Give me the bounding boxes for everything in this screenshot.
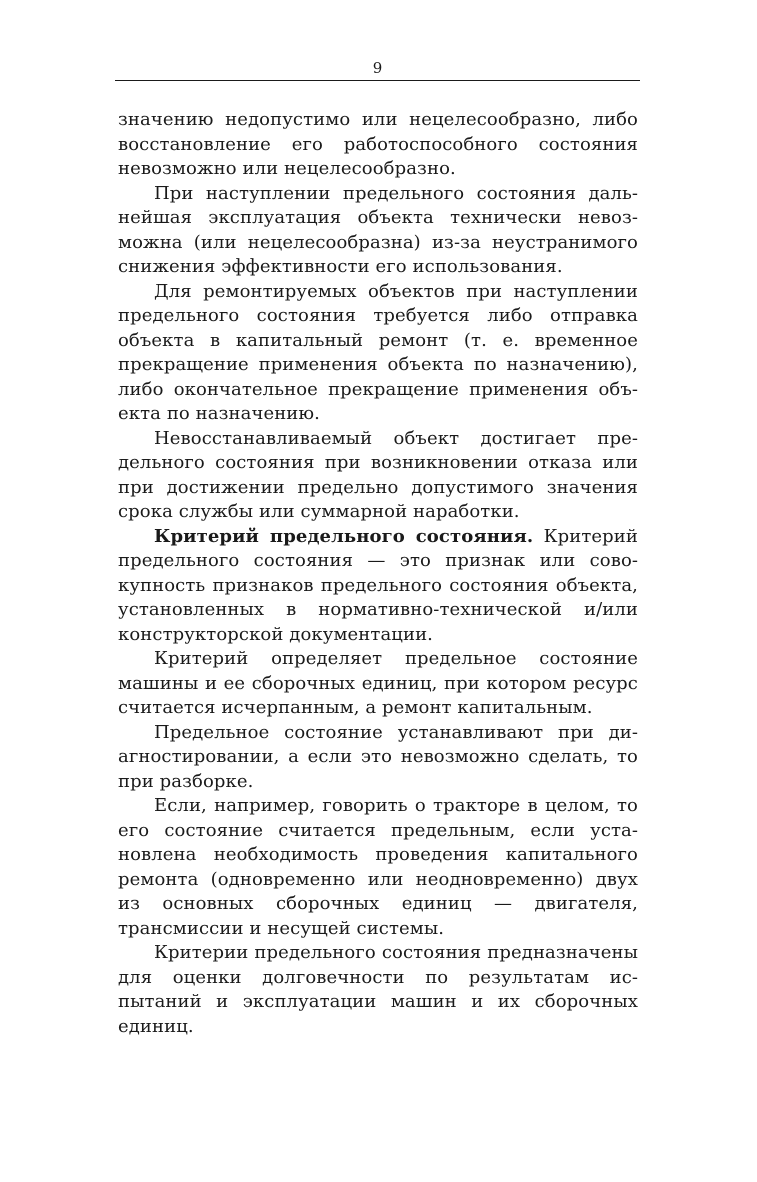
paragraph-text: Предельное состояние устанавливают при диагностировании, а если это невозможно сделать, то при разборке. xyxy=(118,721,638,792)
page-header xyxy=(115,58,640,82)
paragraph xyxy=(118,794,638,941)
paragraph-text: Критерии предельного состояния предназначены для оценки долговечности по результатам испытаний и эксплуатации машин и их сборочных единиц. xyxy=(118,942,638,1037)
paragraph-text: значению недопустимо или нецелесообразно, либо восстановление его работоспособного состояния невозможно или нецелесообразно. xyxy=(118,109,638,179)
page-number: 9 xyxy=(372,59,383,77)
paragraph-text: Критерий определяет предельное состояние машины и ее сборочных единиц, при котором ресурс считается исчерпанным, а ремонт капитальным. xyxy=(118,648,638,718)
paragraph xyxy=(118,941,638,1039)
paragraph xyxy=(118,280,638,427)
paragraph xyxy=(118,721,638,795)
paragraph xyxy=(118,647,638,721)
header-rule xyxy=(115,80,640,81)
paragraph-lead-term: Критерий предельного состояния. xyxy=(154,525,534,547)
paragraph-text: Критерий предельного состояния — это признак или совокупность признаков предельного состояния объекта, установленных в нормативно-технической и/или конструкторской документации. xyxy=(118,525,638,645)
paragraph xyxy=(118,427,638,525)
paragraph-text: Если, например, говорить о тракторе в целом, то его состояние считается предельным, если установлена необходимость проведения капитального ремонта (одновременно или неодновременно) двух из основных сборочных единиц — двигателя, трансмиссии и несущей системы. xyxy=(118,795,638,939)
paragraph-text: Для ремонтируемых объектов при наступлении предельного состояния требуется либо отправка объекта в капитальный ремонт (т. е. временное прекращение применения объекта по назначению), либо окончательное прекращение применения объекта по назначению. xyxy=(118,280,638,424)
paragraph xyxy=(118,182,638,280)
paragraph-text: При наступлении предельного состояния дальнейшая эксплуатация объекта технически невозможна (или нецелесообразна) из-за неустранимого снижения эффективности его использования. xyxy=(118,182,638,277)
paragraph xyxy=(118,108,638,182)
paragraph-criterion xyxy=(118,525,638,648)
paragraph-text: Невосстанавливаемый объект достигает предельного состояния при возникновении отказа или при достижении предельно допустимого значения срока службы или суммарной наработки. xyxy=(118,427,638,522)
text-body xyxy=(118,108,638,1039)
